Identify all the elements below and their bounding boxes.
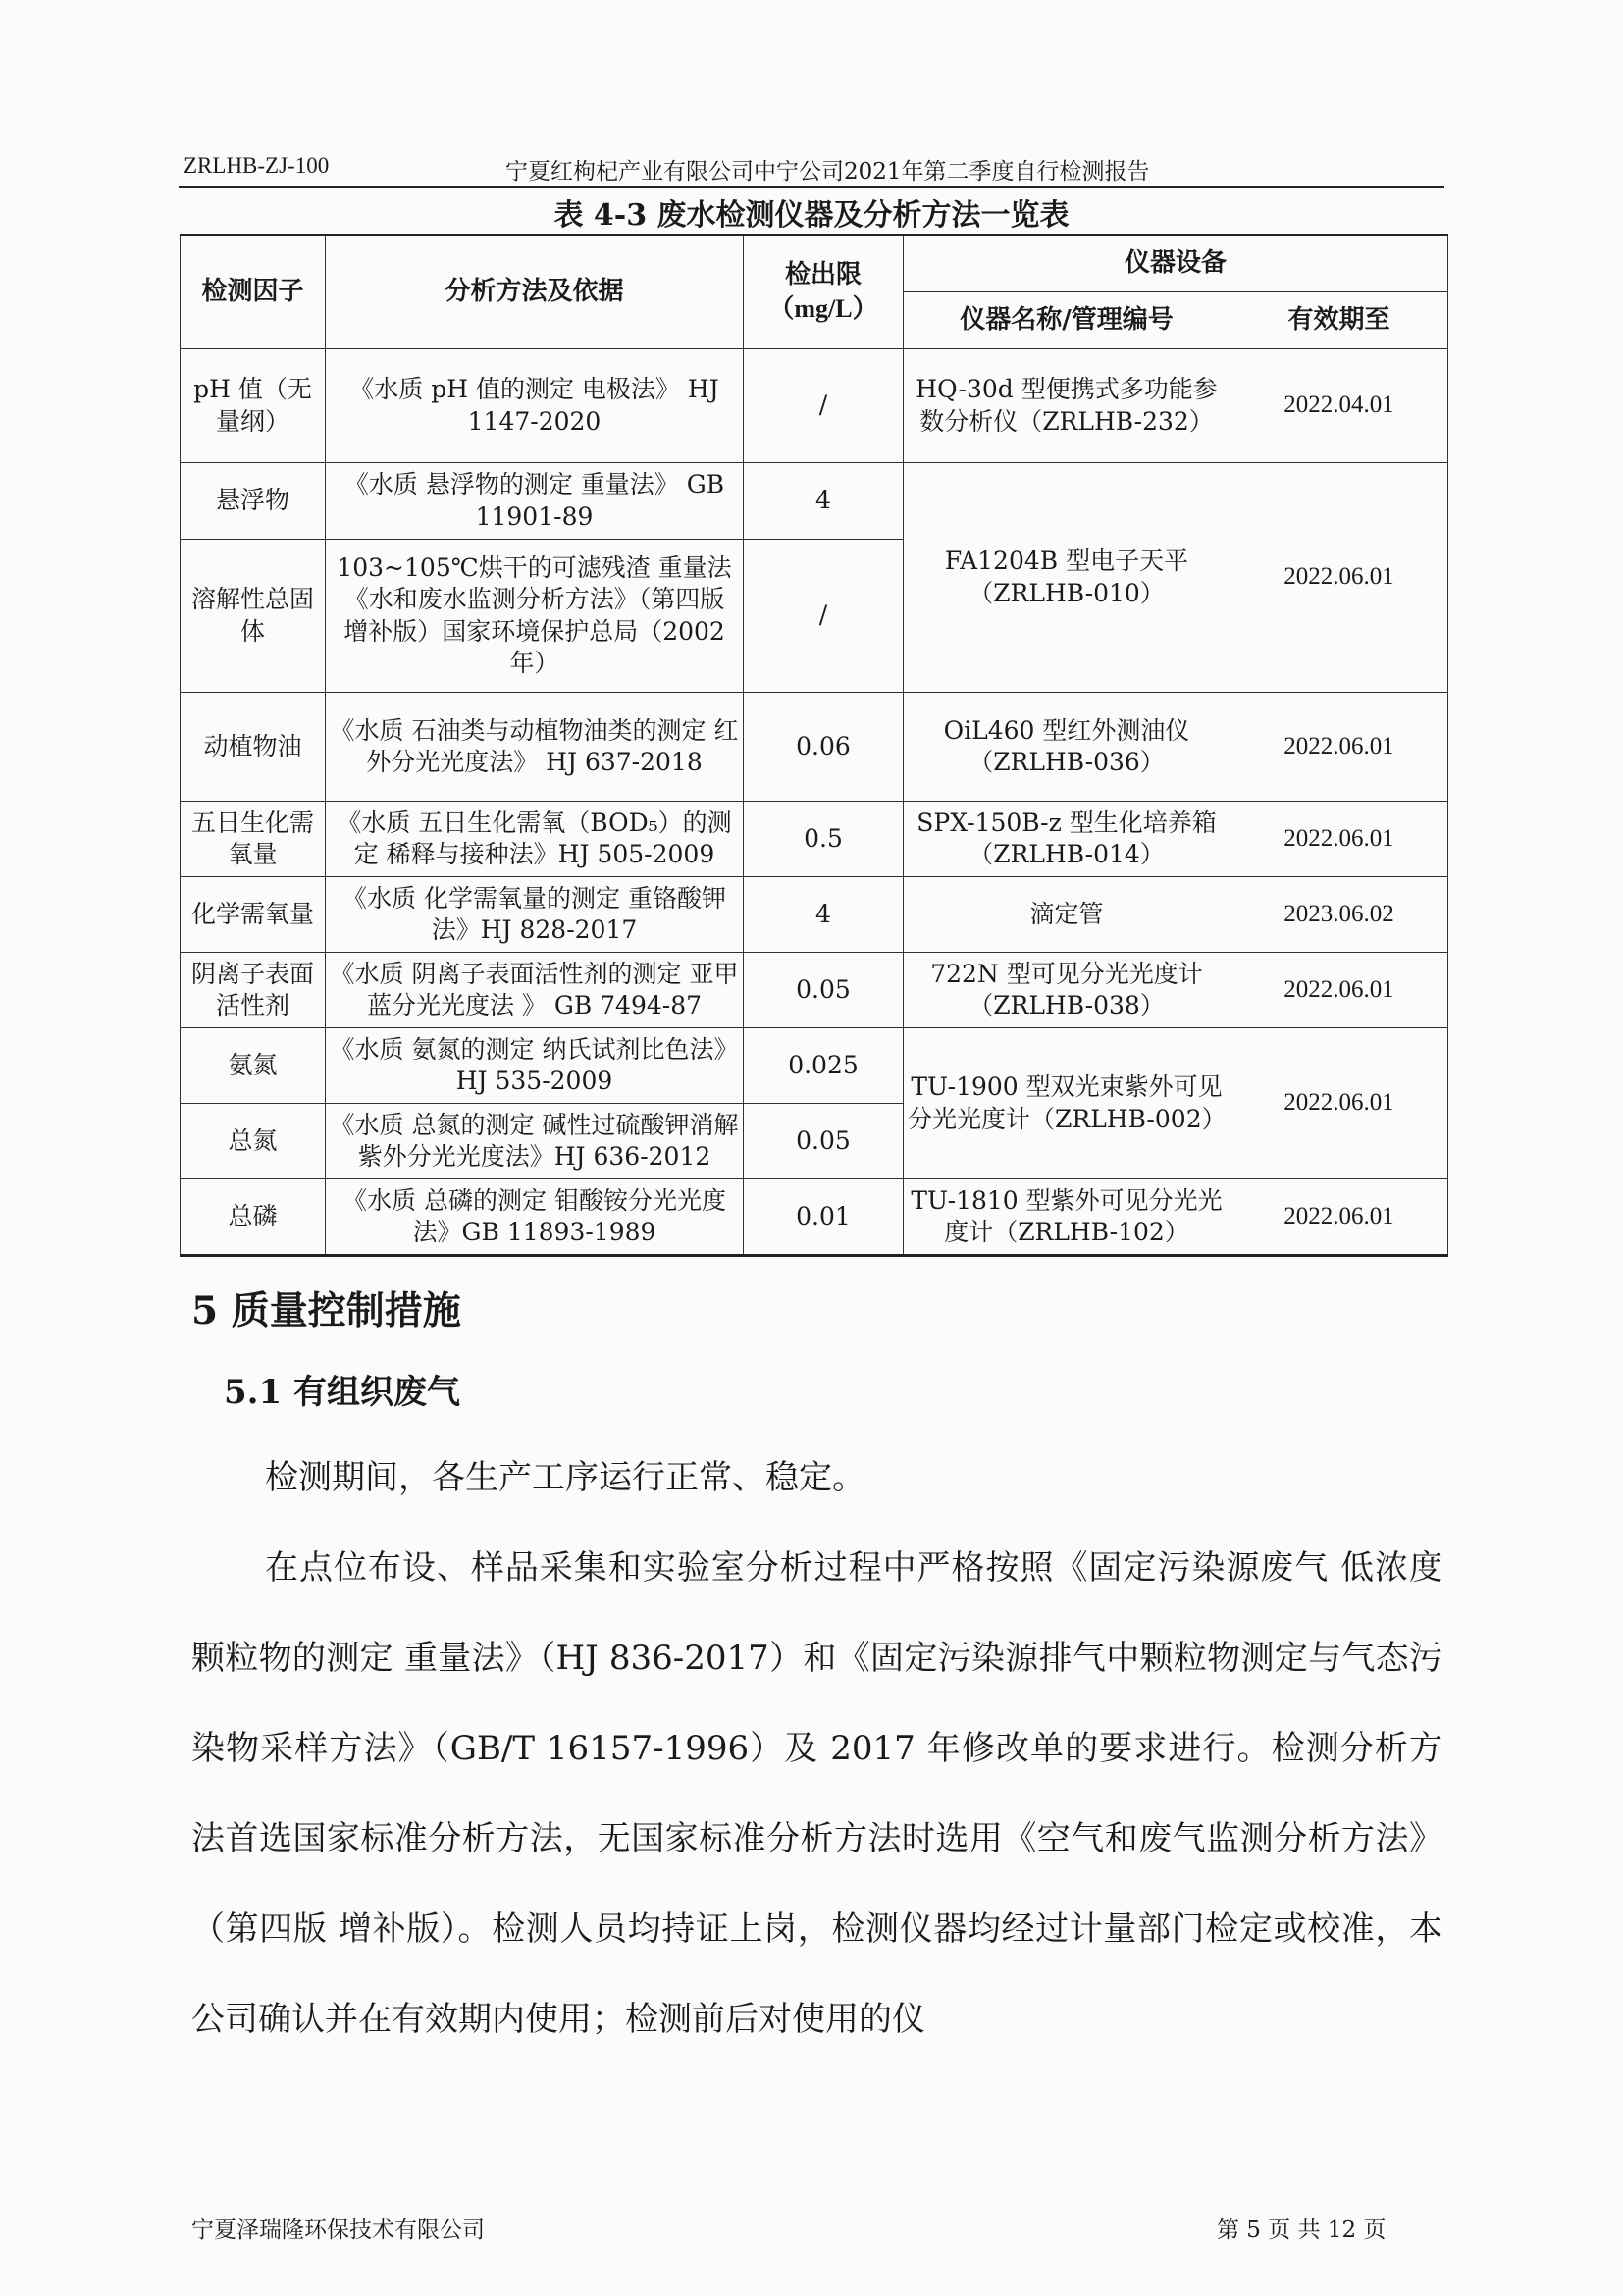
cell-instrument: OiL460 型红外测油仪（ZRLHB-036） (904, 693, 1230, 802)
table-row (181, 802, 1448, 877)
cell-method: 《水质 石油类与动植物油类的测定 红外分光光度法》 HJ 637-2018 (326, 693, 744, 802)
cell-method: 《水质 悬浮物的测定 重量法》 GB 11901-89 (326, 463, 744, 540)
cell-factor: 氨氮 (181, 1028, 326, 1104)
header-instrument: 仪器名称/管理编号 (904, 292, 1230, 349)
report-title: 宁夏红枸杞产业有限公司中宁公司2021年第二季度自行检测报告 (505, 159, 1150, 184)
footer-page-number: 第 5 页 共 12 页 (1217, 2218, 1387, 2243)
cell-method: 《水质 总磷的测定 钼酸铵分光光度法》GB 11893-1989 (326, 1179, 744, 1256)
cell-valid: 2022.06.01 (1230, 463, 1448, 693)
cell-valid: 2022.06.01 (1230, 1028, 1448, 1179)
cell-valid: 2022.06.01 (1230, 953, 1448, 1028)
table-row (181, 463, 1448, 540)
cell-limit: 4 (744, 877, 904, 953)
header-limit-label: 检出限 (784, 260, 862, 290)
cell-method: 《水质 五日生化需氧（BOD₅）的测定 稀释与接种法》HJ 505-2009 (326, 802, 744, 877)
cell-method: 《水质 总氮的测定 碱性过硫酸钾消解紫外分光光度法》HJ 636-2012 (326, 1104, 744, 1179)
cell-method: 《水质 阴离子表面活性剂的测定 亚甲蓝分光光度法 》 GB 7494-87 (326, 953, 744, 1028)
cell-instrument: HQ-30d 型便携式多功能参数分析仪（ZRLHB-232） (904, 349, 1230, 463)
paragraph: 检测期间，各生产工序运行正常、稳定。 (265, 1458, 865, 1497)
table-row (181, 1028, 1448, 1104)
cell-limit: 0.06 (744, 693, 904, 802)
cell-limit: 0.5 (744, 802, 904, 877)
table-row (181, 953, 1448, 1028)
table-row (181, 877, 1448, 953)
doc-code: ZRLHB-ZJ-100 (183, 153, 330, 178)
cell-factor: 溶解性总固体 (181, 540, 326, 693)
cell-factor: 总氮 (181, 1104, 326, 1179)
header-limit (744, 235, 904, 349)
header-method: 分析方法及依据 (326, 235, 744, 349)
table-title: 表 4-3 废水检测仪器及分析方法一览表 (553, 198, 1070, 233)
table-row (181, 1179, 1448, 1256)
header-rule (179, 186, 1444, 188)
cell-instrument: TU-1900 型双光束紫外可见分光光度计（ZRLHB-002） (904, 1028, 1230, 1179)
footer-company: 宁夏泽瑞隆环保技术有限公司 (191, 2218, 485, 2243)
cell-limit: 4 (744, 463, 904, 540)
cell-valid: 2022.06.01 (1230, 693, 1448, 802)
paragraph: 在点位布设、样品采集和实验室分析过程中严格按照《固定污染源废气 低浓度颗粒物的测定 重量法》（HJ 836-2017）和《固定污染源排气中颗粒物测定与气态污染物采样方法》（GB/T 16157-1996）及 2017 年修改单的要求进行。检测分析方法首选国家标准分析方法，无国家标准分析方法时选用《空气和废气监测分析方法》（第四版 增补版）。检测人员均持证上岗，检测仪器均经过计量部门检定或校准，本公司确认并在有效期内使用；检测前后对使用的仪 (191, 1548, 1442, 2039)
cell-valid: 2023.06.02 (1230, 877, 1448, 953)
cell-limit: 0.025 (744, 1028, 904, 1104)
cell-instrument: 722N 型可见分光光度计（ZRLHB-038） (904, 953, 1230, 1028)
cell-valid: 2022.06.01 (1230, 1179, 1448, 1256)
cell-instrument: FA1204B 型电子天平（ZRLHB-010） (904, 463, 1230, 693)
subsection-heading: 5.1 有组织废气 (224, 1373, 460, 1412)
cell-instrument: TU-1810 型紫外可见分光光度计（ZRLHB-102） (904, 1179, 1230, 1256)
cell-factor: 悬浮物 (181, 463, 326, 540)
cell-limit: / (744, 540, 904, 693)
header-factor: 检测因子 (181, 235, 326, 349)
cell-limit: / (744, 349, 904, 463)
wastewater-instrument-table (180, 234, 1448, 1257)
cell-method: 103~105℃烘干的可滤残渣 重量法《水和废水监测分析方法》（第四版 增补版）国家环境保护总局（2002 年） (326, 540, 744, 693)
table-row (181, 349, 1448, 463)
cell-factor: 动植物油 (181, 693, 326, 802)
cell-limit: 0.01 (744, 1179, 904, 1256)
header-equipment: 仪器设备 (904, 235, 1448, 292)
cell-valid: 2022.04.01 (1230, 349, 1448, 463)
cell-factor: 化学需氧量 (181, 877, 326, 953)
cell-limit: 0.05 (744, 1104, 904, 1179)
cell-method: 《水质 氨氮的测定 纳氏试剂比色法》HJ 535-2009 (326, 1028, 744, 1104)
cell-limit: 0.05 (744, 953, 904, 1028)
header-limit-unit: （mg/L） (768, 294, 878, 323)
cell-method: 《水质 化学需氧量的测定 重铬酸钾法》HJ 828-2017 (326, 877, 744, 953)
header-valid: 有效期至 (1230, 292, 1448, 349)
cell-valid: 2022.06.01 (1230, 802, 1448, 877)
cell-instrument: 滴定管 (904, 877, 1230, 953)
cell-factor: pH 值（无量纲） (181, 349, 326, 463)
cell-factor: 总磷 (181, 1179, 326, 1256)
cell-factor: 五日生化需氧量 (181, 802, 326, 877)
cell-instrument: SPX-150B-z 型生化培养箱（ZRLHB-014） (904, 802, 1230, 877)
cell-method: 《水质 pH 值的测定 电极法》 HJ 1147-2020 (326, 349, 744, 463)
table-row (181, 693, 1448, 802)
section-heading: 5 质量控制措施 (191, 1288, 461, 1333)
cell-factor: 阴离子表面活性剂 (181, 953, 326, 1028)
